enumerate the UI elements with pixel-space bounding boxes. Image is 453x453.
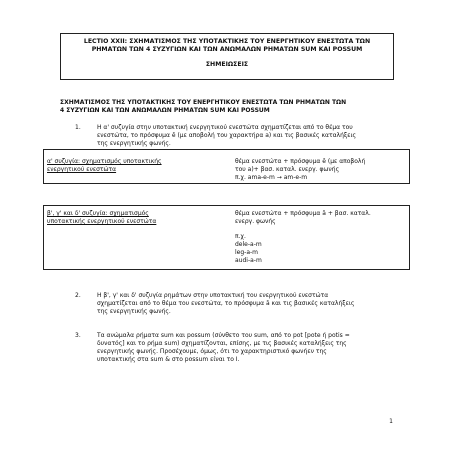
- table-other-conjugations: [43, 205, 410, 270]
- item-text-line: σχηματίζεται από το θέμα του ενεστώτα, το πρόσφυμα ā και τις βασικές καταλήξεις: [97, 300, 355, 307]
- section-heading-line-2: 4 ΣΥΖΥΓΙΩΝ ΚΑΙ ΤΩΝ ΑΝΩΜΑΛΩΝ ΡΗΜΑΤΩΝ SUM ΚΑΙ POSSUM: [60, 107, 270, 114]
- item-number: 2.: [75, 292, 81, 299]
- example-form: dele-a-m: [235, 241, 262, 248]
- title-line-2: ΡΗΜΑΤΩΝ ΤΩΝ 4 ΣΥΖΥΓΙΩΝ ΚΑΙ ΤΩΝ ΑΝΩΜΑΛΩΝ ΡΗΜΑΤΩΝ SUM ΚΑΙ POSSUM: [91, 46, 363, 53]
- item-text-line: της ενεργητικής φωνής.: [97, 308, 171, 315]
- item-number: 3.: [75, 332, 81, 339]
- subtitle: ΣΗΜΕΙΩΣΕΙΣ: [205, 61, 249, 68]
- item-text-line: Η β', γ' και δ' συζυγία ρημάτων στην υποτακτική του ενεργητικού ενεστώτα: [97, 292, 329, 299]
- table-left-line: β', γ' και δ' συζυγία: σχηματισμός: [47, 210, 149, 217]
- table-right-line: θέμα ενεστώτα + πρόσφυμα ā + βασ. καταλ.: [235, 210, 371, 217]
- table-right-line: του a)+ βασ. καταλ. ενεργ. φωνής: [235, 166, 340, 173]
- item-number: 1.: [75, 124, 81, 131]
- table-left-line: υποτακτικής ενεργητικού ενεστώτα: [47, 218, 157, 225]
- table-right-line: ενεργ. φωνής: [235, 218, 276, 225]
- example-label: π.χ.: [235, 233, 246, 240]
- item-text-line: ενεργητικής φωνής. Προσέχουμε, όμως, ότι το χαρακτηριστικό φωνήεν της: [97, 348, 327, 355]
- item-text-line: της ενεργητικής φωνής.: [97, 140, 171, 147]
- page-number: 1: [389, 418, 393, 425]
- table-first-conjugation: [43, 149, 410, 184]
- item-text-line: Η α' συζυγία στην υποτακτική ενεργητικού ενεστώτα σχηματίζεται από το θέμα του: [97, 124, 353, 131]
- table-right-line: θέμα ενεστώτα + πρόσφυμα ē (με αποβολή: [235, 158, 366, 165]
- example-form: audi-a-m: [235, 257, 262, 264]
- section-heading-line-1: ΣΧΗΜΑΤΙΣΜΟΣ ΤΗΣ ΥΠΟΤΑΚΤΙΚΗΣ ΤΟΥ ΕΝΕΡΓΗΤΙΚΟΥ ΕΝΕΣΤΩΤΑ ΤΩΝ ΡΗΜΑΤΩΝ ΤΩΝ: [60, 99, 347, 106]
- table-left-line: ενεργητικού ενεστώτα: [47, 166, 117, 173]
- item-text-line: υποτακτικής στα sum & στο possum είναι το I.: [97, 356, 240, 363]
- item-text-line: Τα ανώμαλα ρήματα sum και possum (σύνθετο του sum, από το pot [pote ή potis =: [97, 332, 350, 339]
- title-line-1: LECTIO XXII: ΣΧΗΜΑΤΙΣΜΟΣ ΤΗΣ ΥΠΟΤΑΚΤΙΚΗΣ ΤΟΥ ΕΝΕΡΓΗΤΙΚΟΥ ΕΝΕΣΤΩΤΑ ΤΩΝ: [83, 38, 371, 45]
- title-box: [60, 33, 394, 80]
- table-right-example: π.χ. ama-e-m → am-e-m: [235, 174, 308, 181]
- item-text-line: δυνατός] και το ρήμα sum) σχηματίζονται, επίσης, με τις βασικές καταλήξεις της: [97, 340, 347, 347]
- example-form: leg-a-m: [235, 249, 259, 256]
- item-text-line: ενεστώτα, το πρόσφυμα ē (με αποβολή του χαρακτήρα a) και τις βασικές καταλήξεις: [97, 132, 357, 139]
- table-left-line: α' συζυγία: σχηματισμός υποτακτικής: [47, 158, 162, 165]
